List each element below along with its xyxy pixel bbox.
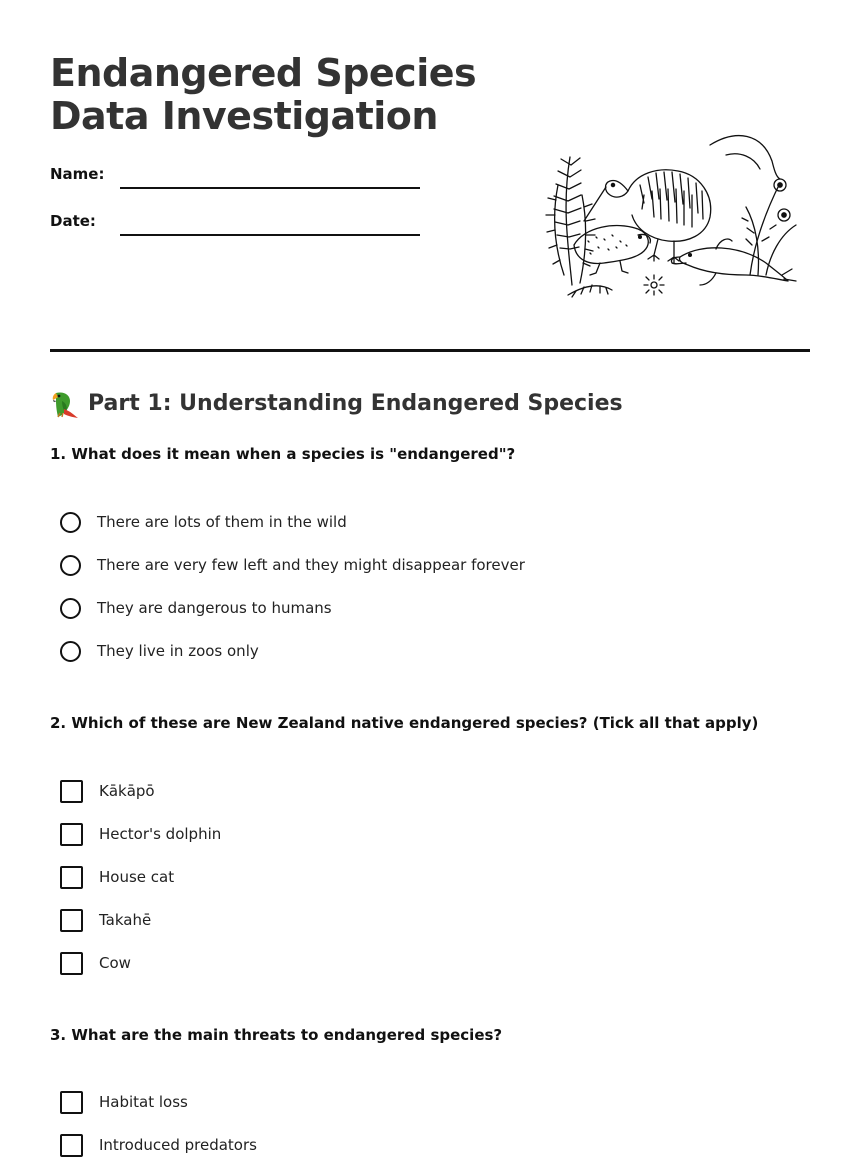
parrot-icon bbox=[50, 389, 80, 419]
checkbox[interactable] bbox=[60, 1091, 83, 1114]
option-label: There are very few left and they might disappear forever bbox=[97, 556, 525, 574]
q3-option-2[interactable] bbox=[60, 1132, 257, 1158]
q1-option-3[interactable] bbox=[60, 595, 332, 621]
option-label: House cat bbox=[99, 868, 175, 886]
option-label: Takahē bbox=[99, 911, 152, 929]
checkbox[interactable] bbox=[60, 866, 83, 889]
radio-button[interactable] bbox=[60, 598, 81, 619]
part1-heading-text: Part 1: Understanding Endangered Species bbox=[88, 391, 623, 416]
q2-option-4[interactable] bbox=[60, 907, 151, 933]
part1-heading bbox=[50, 388, 623, 420]
checkbox[interactable] bbox=[60, 780, 83, 803]
header-divider bbox=[50, 349, 810, 352]
q1-option-2[interactable] bbox=[60, 552, 525, 578]
q1-option-1[interactable] bbox=[60, 509, 347, 535]
option-label: Cow bbox=[99, 954, 131, 972]
option-label: There are lots of them in the wild bbox=[97, 513, 347, 531]
option-label: Habitat loss bbox=[99, 1093, 188, 1111]
radio-button[interactable] bbox=[60, 512, 81, 533]
q2-option-5[interactable] bbox=[60, 950, 131, 976]
q2-option-1[interactable] bbox=[60, 778, 155, 804]
radio-button[interactable] bbox=[60, 555, 81, 576]
q2-option-3[interactable] bbox=[60, 864, 174, 890]
checkbox[interactable] bbox=[60, 909, 83, 932]
worksheet-title bbox=[50, 52, 476, 138]
nz-native-animals-illustration bbox=[540, 125, 800, 307]
checkbox[interactable] bbox=[60, 823, 83, 846]
name-field[interactable] bbox=[120, 187, 420, 189]
checkbox[interactable] bbox=[60, 1134, 83, 1157]
question-1: 1. What does it mean when a species is "endangered"? bbox=[50, 445, 516, 463]
option-label: They are dangerous to humans bbox=[97, 599, 332, 617]
option-label: Kākāpō bbox=[99, 782, 155, 800]
question-3: 3. What are the main threats to endangered species? bbox=[50, 1026, 503, 1044]
q2-option-2[interactable] bbox=[60, 821, 221, 847]
radio-button[interactable] bbox=[60, 641, 81, 662]
title-line-1: Endangered Species bbox=[50, 51, 477, 95]
q3-option-1[interactable] bbox=[60, 1089, 188, 1115]
option-label: Introduced predators bbox=[99, 1136, 257, 1154]
q1-option-4[interactable] bbox=[60, 638, 259, 664]
title-line-2: Data Investigation bbox=[50, 94, 438, 138]
option-label: They live in zoos only bbox=[97, 642, 259, 660]
option-label: Hector's dolphin bbox=[99, 825, 222, 843]
date-field[interactable] bbox=[120, 234, 420, 236]
date-label: Date: bbox=[50, 212, 96, 230]
name-label: Name: bbox=[50, 165, 105, 183]
question-2: 2. Which of these are New Zealand native endangered species? (Tick all that apply) bbox=[50, 714, 759, 732]
checkbox[interactable] bbox=[60, 952, 83, 975]
